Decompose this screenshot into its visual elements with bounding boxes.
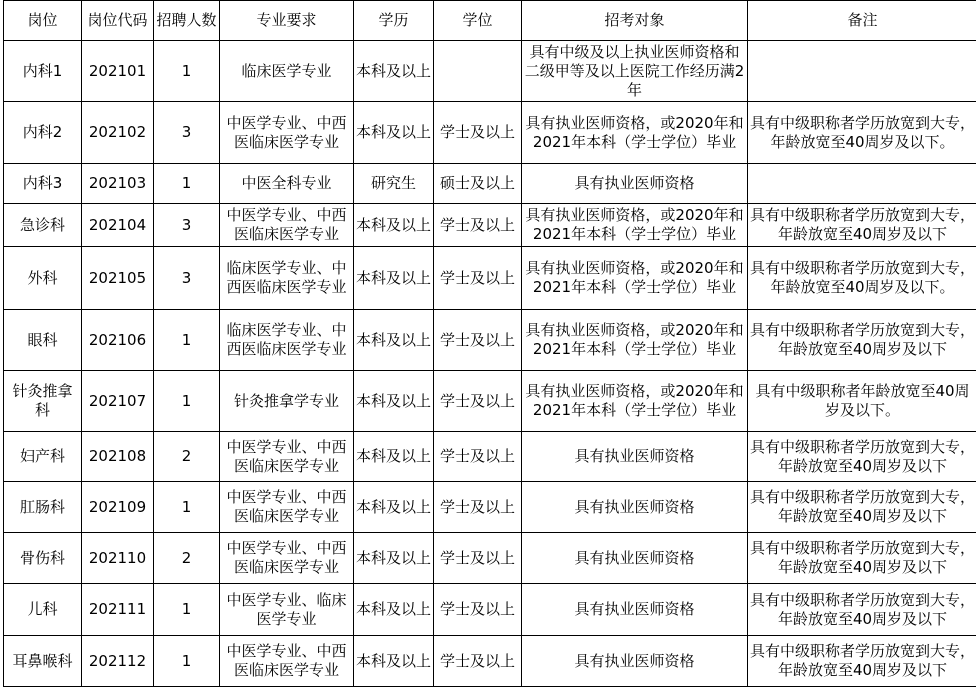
education-text: 本科及以上: [356, 497, 431, 516]
note-cell: [748, 310, 976, 371]
target-cell: 具有执业医师资格: [522, 584, 748, 636]
recruitment-table: [3, 0, 976, 687]
table-row: [4, 432, 976, 482]
note-cell: [748, 533, 976, 584]
post-cell: 耳鼻喉科: [4, 636, 82, 687]
degree-cell: 学士及以上: [434, 247, 522, 310]
education-text: 本科及以上: [356, 600, 431, 618]
count-cell: 1: [154, 636, 220, 687]
count-cell: 2: [154, 432, 220, 482]
education-text: 本科及以上: [356, 447, 431, 465]
education-cell: 本科及以上: [354, 247, 434, 310]
target-cell: [522, 41, 748, 102]
major-cell: 临床医学专业、中西医临床医学专业: [220, 310, 354, 371]
table-row: [4, 584, 976, 636]
header-count: 招聘人数: [154, 1, 220, 41]
target-text: 具有执业医师资格，或2020年和2021年本科（学士学位）毕业: [525, 259, 744, 296]
target-cell: 具有执业医师资格: [522, 482, 748, 533]
header-note: 备注: [748, 1, 976, 41]
table-row: [4, 636, 976, 687]
count-cell: 1: [154, 482, 220, 533]
target-cell: [522, 310, 748, 371]
post-cell: 内科1: [4, 41, 82, 102]
education-cell: 本科及以上: [354, 41, 434, 102]
post-cell: 急诊科: [4, 204, 82, 247]
major-cell: 临床医学专业: [220, 41, 354, 102]
post-cell: 外科: [4, 247, 82, 310]
education-cell: [354, 432, 434, 482]
post-cell: 妇产科: [4, 432, 82, 482]
code-cell: 202104: [82, 204, 154, 247]
post-cell: 针灸推拿科: [4, 371, 82, 432]
note-cell: [748, 432, 976, 482]
post-cell: 儿科: [4, 584, 82, 636]
code-cell: 202106: [82, 310, 154, 371]
education-cell: 研究生: [354, 164, 434, 204]
table-row: [4, 310, 976, 371]
note-cell: 具有中级职称者年龄放宽至40周岁及以下。: [748, 371, 976, 432]
major-cell: 中医学专业、中西医临床医学专业: [220, 636, 354, 687]
degree-cell: 学士及以上: [434, 204, 522, 247]
degree-cell: 硕士及以上: [434, 164, 522, 204]
note-text: 具有中级职称者学历放宽到大专，年龄放宽至40周岁及以下: [750, 488, 975, 525]
target-text: 具有执业医师资格，或2020年和2021年本科（学士学位）毕业: [525, 382, 744, 419]
count-cell: 1: [154, 310, 220, 371]
degree-cell: 学士及以上: [434, 310, 522, 371]
code-cell: 202112: [82, 636, 154, 687]
post-cell: 内科3: [4, 164, 82, 204]
note-cell: [748, 247, 976, 310]
count-cell: 1: [154, 164, 220, 204]
count-cell: 1: [154, 584, 220, 636]
count-cell: 2: [154, 533, 220, 584]
table-row: [4, 482, 976, 533]
note-text: 具有中级职称者学历放宽到大专，年龄放宽至40周岁及以下: [750, 437, 975, 475]
major-cell: 中医学专业、中西医临床医学专业: [220, 102, 354, 164]
education-cell: 本科及以上: [354, 310, 434, 371]
note-cell: [748, 41, 976, 102]
education-cell: [354, 636, 434, 687]
post-cell: 眼科: [4, 310, 82, 371]
note-text: 具有中级职称者学历放宽到大专，年龄放宽至40周岁及以下。: [750, 259, 975, 296]
note-text: 具有中级职称者学历放宽到大专，年龄放宽至40周岁及以下: [750, 321, 975, 358]
header-code: 岗位代码: [82, 1, 154, 41]
table-row: [4, 247, 976, 310]
code-cell: 202105: [82, 247, 154, 310]
major-cell: 中医学专业、中西医临床医学专业: [220, 482, 354, 533]
major-cell: 中医全科专业: [220, 164, 354, 204]
target-cell: 具有执业医师资格: [522, 164, 748, 204]
code-cell: 202108: [82, 432, 154, 482]
note-cell: [748, 204, 976, 247]
code-cell: 202109: [82, 482, 154, 533]
count-cell: 3: [154, 247, 220, 310]
post-cell: 骨伤科: [4, 533, 82, 584]
target-cell: [522, 247, 748, 310]
code-cell: 202107: [82, 371, 154, 432]
education-cell: 本科及以上: [354, 102, 434, 164]
note-cell: [748, 482, 976, 533]
note-text: 具有中级职称者学历放宽到大专，年龄放宽至40周岁及以下。: [750, 113, 975, 151]
note-cell: [748, 584, 976, 636]
degree-cell: 学士及以上: [434, 636, 522, 687]
note-cell: [748, 102, 976, 164]
target-cell: [522, 102, 748, 164]
code-cell: 202110: [82, 533, 154, 584]
header-major: 专业要求: [220, 1, 354, 41]
major-cell: 针灸推拿学专业: [220, 371, 354, 432]
education-text: 本科及以上: [356, 651, 431, 670]
target-cell: 具有执业医师资格: [522, 432, 748, 482]
count-cell: 1: [154, 41, 220, 102]
header-education: 学历: [354, 1, 434, 41]
target-text: 具有执业医师资格，或2020年和2021年本科（学士学位）毕业: [525, 113, 744, 151]
table-row: [4, 164, 976, 204]
education-cell: [354, 204, 434, 247]
degree-cell: 学士及以上: [434, 584, 522, 636]
target-cell: [522, 371, 748, 432]
education-text: 本科及以上: [356, 215, 431, 234]
major-cell: 中医学专业、中西医临床医学专业: [220, 204, 354, 247]
target-text: 具有执业医师资格，或2020年和2021年本科（学士学位）毕业: [525, 321, 744, 358]
target-cell: [522, 204, 748, 247]
degree-cell: 学士及以上: [434, 482, 522, 533]
degree-cell: 学士及以上: [434, 102, 522, 164]
code-cell: 202101: [82, 41, 154, 102]
note-text: 具有中级职称者学历放宽到大专，年龄放宽至40周岁及以下: [750, 642, 975, 679]
table-row: [4, 41, 976, 102]
target-text: 具有中级及以上执业医师资格和二级甲等及以上医院工作经历满2年: [524, 42, 745, 99]
education-cell: [354, 584, 434, 636]
post-cell: 肛肠科: [4, 482, 82, 533]
table-row: [4, 371, 976, 432]
degree-cell: 学士及以上: [434, 533, 522, 584]
major-cell: 中医学专业、中西医临床医学专业: [220, 432, 354, 482]
post-cell: 内科2: [4, 102, 82, 164]
note-text: 具有中级职称者学历放宽到大专，年龄放宽至40周岁及以下: [750, 590, 975, 628]
target-text: 具有执业医师资格，或2020年和2021年本科（学士学位）毕业: [525, 206, 744, 243]
header-degree: 学位: [434, 1, 522, 41]
header-row: [4, 1, 976, 41]
header-target: 招考对象: [522, 1, 748, 41]
degree-cell: 学士及以上: [434, 371, 522, 432]
code-cell: 202102: [82, 102, 154, 164]
code-cell: 202103: [82, 164, 154, 204]
education-cell: [354, 533, 434, 584]
major-cell: 中医学专业、临床医学专业: [220, 584, 354, 636]
target-cell: 具有执业医师资格: [522, 636, 748, 687]
major-cell: 临床医学专业、中西医临床医学专业: [220, 247, 354, 310]
note-cell: [748, 164, 976, 204]
count-cell: 1: [154, 371, 220, 432]
target-cell: 具有执业医师资格: [522, 533, 748, 584]
note-cell: [748, 636, 976, 687]
note-text: 具有中级职称者学历放宽到大专，年龄放宽至40周岁及以下: [750, 539, 975, 576]
count-cell: 3: [154, 102, 220, 164]
header-post: 岗位: [4, 1, 82, 41]
count-cell: 3: [154, 204, 220, 247]
table-row: [4, 533, 976, 584]
education-text: 本科及以上: [356, 548, 431, 567]
education-cell: [354, 482, 434, 533]
code-cell: 202111: [82, 584, 154, 636]
major-cell: 中医学专业、中西医临床医学专业: [220, 533, 354, 584]
education-cell: 本科及以上: [354, 371, 434, 432]
table-row: [4, 102, 976, 164]
degree-cell: [434, 41, 522, 102]
note-text: 具有中级职称者学历放宽到大专，年龄放宽至40周岁及以下: [750, 206, 975, 243]
degree-cell: 学士及以上: [434, 432, 522, 482]
table-row: [4, 204, 976, 247]
